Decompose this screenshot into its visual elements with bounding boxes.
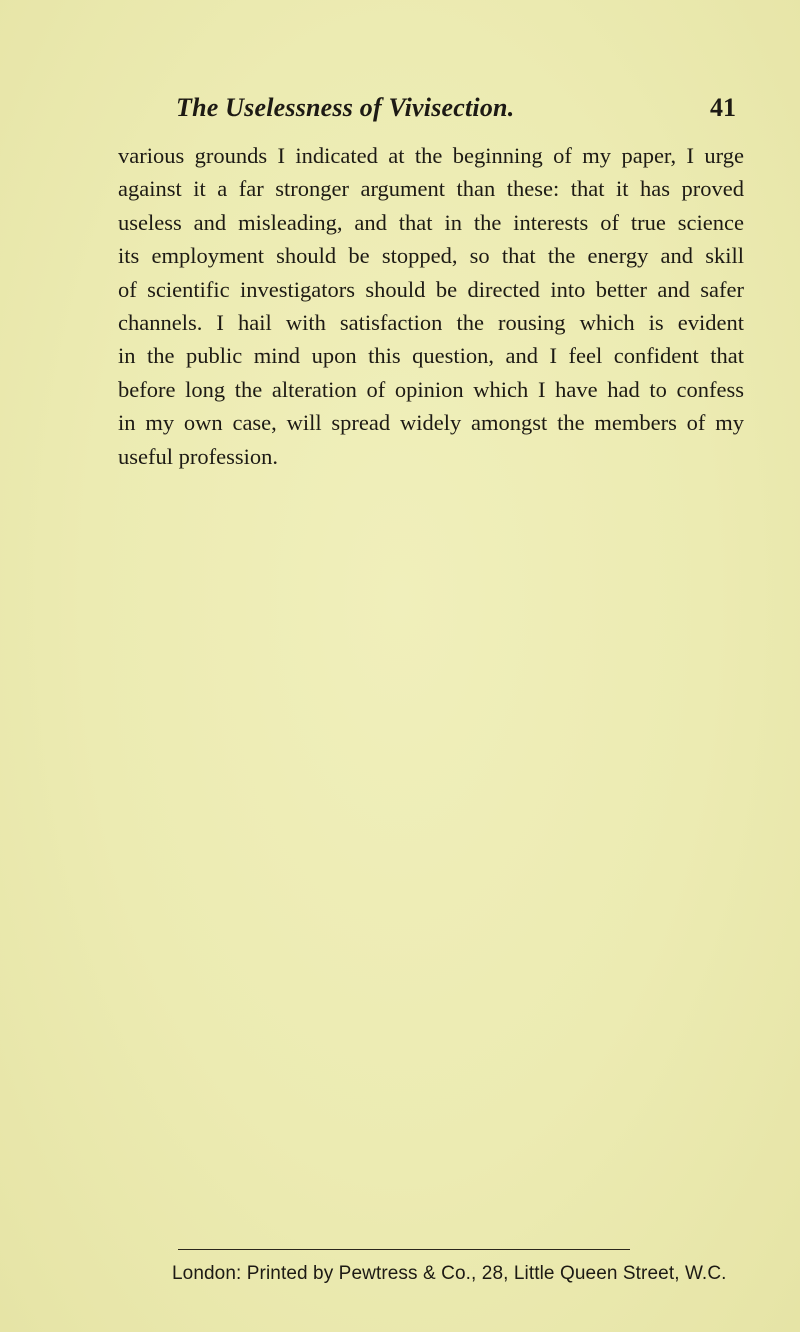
text-line: of scientific investigators should be directed into better and safer [118,276,744,302]
text-line: various grounds I indicated at the beginning of my paper, I urge [118,143,744,168]
text-line: in the public mind upon this question, and I feel confident that [118,343,744,369]
text-line: before long the alteration of opinion which I have had to confess [118,376,744,402]
running-head [176,93,736,133]
text-line: its employment should be stopped, so that the energy and skill [118,243,744,269]
running-title: The Uselessness of Vivisection. [176,93,515,122]
footer-rule [178,1249,630,1250]
text-line: useless and misleading, and that in the interests of true science [118,209,744,235]
text-line: channels. I hail with satisfaction the rousing which is evident [118,309,744,335]
text-line: against it a far stronger argument than these: that it has proved [118,176,744,202]
text-line: useful profession. [118,443,278,469]
page-number: 41 [710,93,736,122]
body-paragraph [118,139,744,473]
text-line: in my own case, will spread widely amongst the members of my [118,410,744,436]
printer-imprint: London: Printed by Pewtress & Co., 28, Little Queen Street, W.C. [172,1263,727,1284]
